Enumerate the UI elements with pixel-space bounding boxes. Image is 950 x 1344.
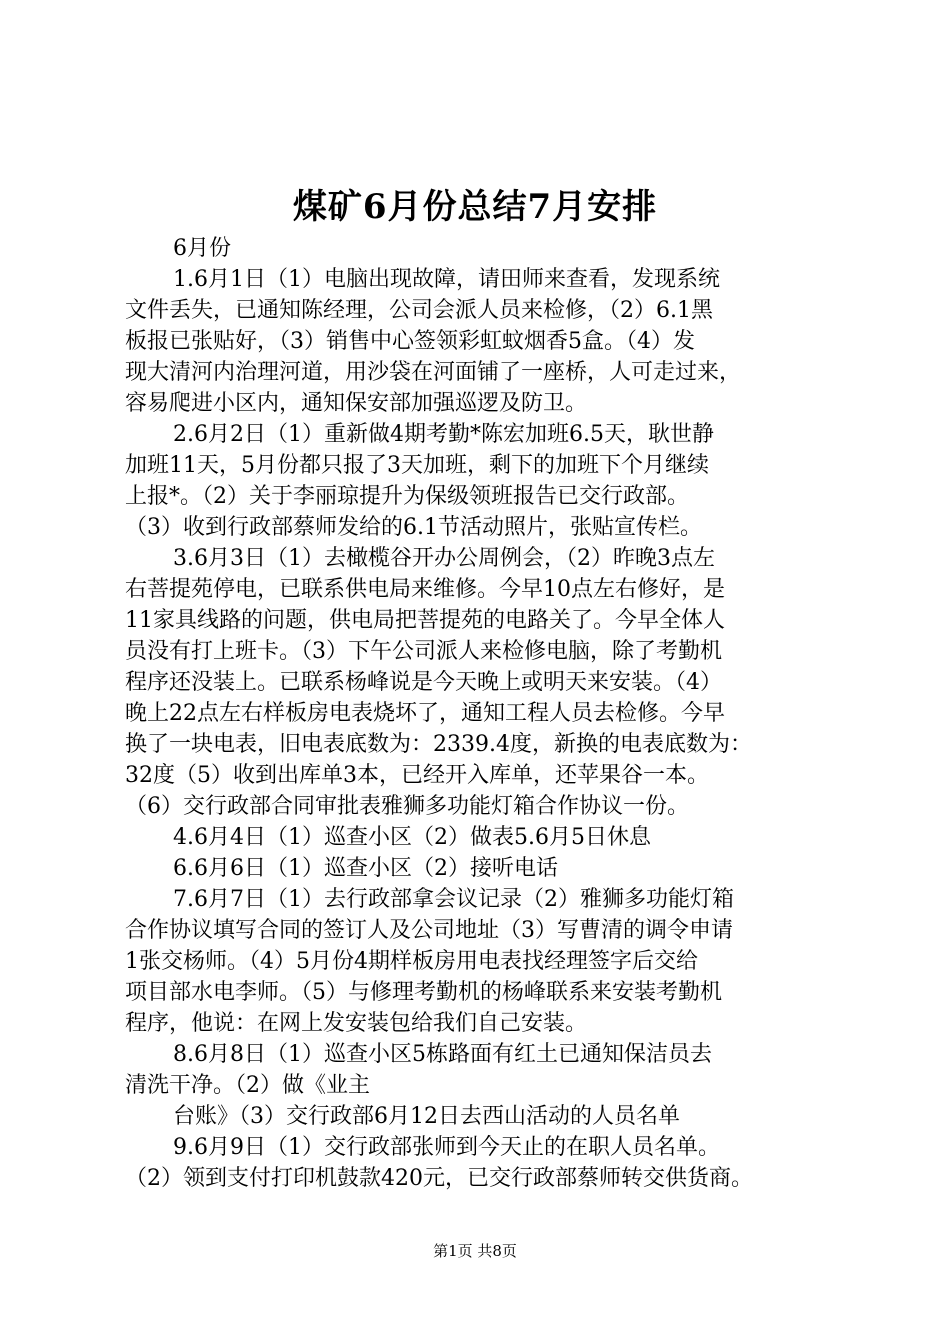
text-line: （2）领到支付打印机鼓款420元，已交行政部蔡师转交供货商。 xyxy=(125,1166,753,1191)
text-line: 3.6月3日（1）去橄榄谷开办公周例会，（2）昨晚3点左 xyxy=(173,546,715,571)
text-line: 上报*。（2）关于李丽琼提升为保级领班报告已交行政部。 xyxy=(125,484,689,509)
text-line: 1张交杨师。（4）5月份4期样板房用电表找经理签字后交给 xyxy=(125,949,698,974)
text-line: 员没有打上班卡。（3）下午公司派人来检修电脑，除了考勤机 xyxy=(125,639,722,664)
text-line: 板报已张贴好，（3）销售中心签领彩虹蚊烟香5盒。（4）发 xyxy=(125,329,695,354)
text-line: 8.6月8日（1）巡查小区5栋路面有红土已通知保洁员去 xyxy=(173,1042,712,1067)
text-line: 合作协议填写合同的签订人及公司地址（3）写曹清的调令申请 xyxy=(125,918,733,943)
text-line: 6月份 xyxy=(173,236,231,261)
text-line: 6.6月6日（1）巡查小区（2）接听电话 xyxy=(173,856,558,881)
text-line: 现大清河内治理河道，用沙袋在河面铺了一座桥，人可走过来， xyxy=(125,360,742,385)
document-body xyxy=(125,233,845,1194)
text-line: 台账》（3）交行政部6月12日去西山活动的人员名单 xyxy=(173,1104,680,1129)
text-line: 晚上22点左右样板房电表烧坏了，通知工程人员去检修。今早 xyxy=(125,701,725,726)
text-line: （3）收到行政部蔡师发给的6.1节活动照片，张贴宣传栏。 xyxy=(125,515,702,540)
document-title: 煤矿6月份总结7月安排 xyxy=(292,187,658,227)
text-line: 32度（5）收到出库单3本，已经开入库单，还苹果谷一本。 xyxy=(125,763,709,788)
text-line: 9.6月9日（1）交行政部张师到今天止的在职人员名单。 xyxy=(173,1135,720,1160)
text-line: 1.6月1日（1）电脑出现故障，请田师来查看，发现系统 xyxy=(173,267,720,292)
text-line: 程序还没装上。已联系杨峰说是今天晚上或明天来安装。（4） xyxy=(125,670,722,695)
text-line: 文件丢失，已通知陈经理，公司会派人员来检修，（2）6.1黑 xyxy=(125,298,713,323)
text-line: 2.6月2日（1）重新做4期考勤*陈宏加班6.5天，耿世静 xyxy=(173,422,714,447)
text-line: （6）交行政部合同审批表雅狮多功能灯箱合作协议一份。 xyxy=(125,794,689,819)
text-line: 11家具线路的问题，供电局把菩提苑的电路关了。今早全体人 xyxy=(125,608,725,633)
text-line: 换了一块电表，旧电表底数为：2339.4度，新换的电表底数为： xyxy=(125,732,752,757)
text-line: 容易爬进小区内，通知保安部加强巡逻及防卫。 xyxy=(125,391,588,416)
text-line: 右菩提苑停电，已联系供电局来维修。今早10点左右修好，是 xyxy=(125,577,725,602)
text-line: 项目部水电李师。（5）与修理考勤机的杨峰联系来安装考勤机 xyxy=(125,980,722,1005)
text-line: 程序，他说：在网上发安装包给我们自己安装。 xyxy=(125,1011,588,1036)
text-line: 清洗干净。（2）做《业主 xyxy=(125,1073,370,1098)
page-footer: 第1页 共8页 xyxy=(433,1242,517,1260)
text-line: 加班11天，5月份都只报了3天加班，剩下的加班下个月继续 xyxy=(125,453,709,478)
text-line: 7.6月7日（1）去行政部拿会议记录（2）雅狮多功能灯箱 xyxy=(173,887,734,912)
text-line: 4.6月4日（1）巡查小区（2）做表5.6月5日休息 xyxy=(173,825,651,850)
